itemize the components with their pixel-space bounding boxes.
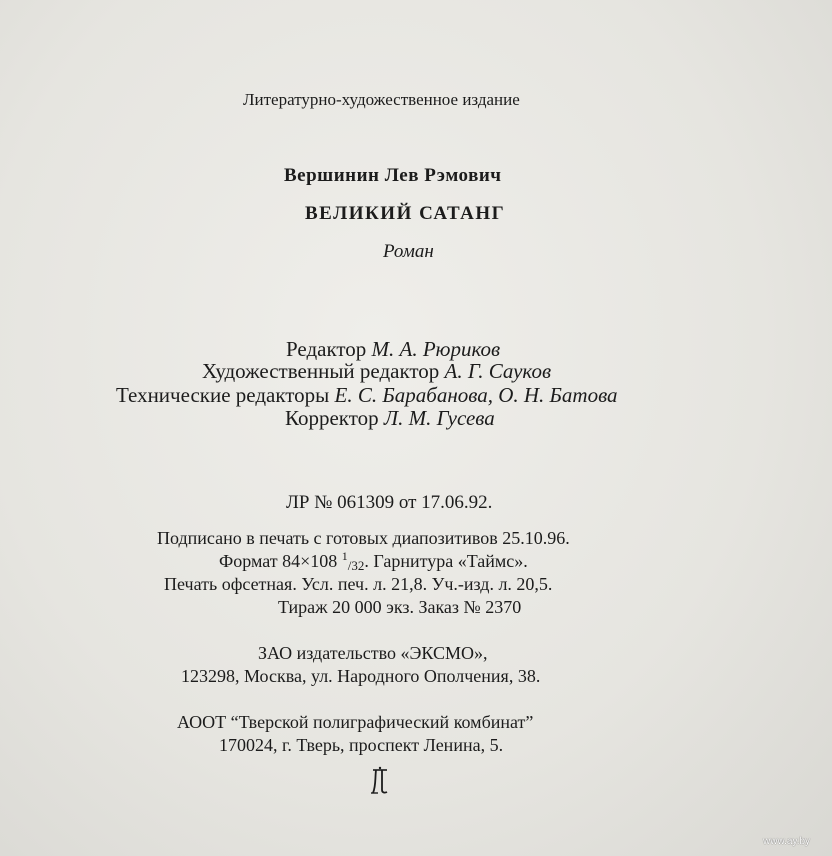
credit-name: Л. М. Гусева — [383, 406, 495, 430]
credit-name: Е. С. Барабанова, О. Н. Батова — [334, 383, 618, 407]
format-prefix: Формат 84×108 — [219, 551, 338, 571]
publisher-address: 123298, Москва, ул. Народного Ополчения, 38. — [181, 666, 541, 686]
format-numerator: 1 — [341, 549, 348, 563]
format-line — [219, 551, 528, 572]
credit-role: Художественный редактор — [202, 359, 440, 383]
genre-label: Литературно-художественное издание — [243, 90, 520, 109]
license-number: ЛР № 061309 от 17.06.92. — [286, 492, 493, 513]
credit-name: М. А. Рюриков — [371, 337, 501, 361]
printer-name: АООТ “Тверской полиграфический комбинат” — [177, 712, 534, 732]
printer-address: 170024, г. Тверь, проспект Ленина, 5. — [219, 735, 504, 755]
book-subtitle: Роман — [383, 241, 434, 262]
credit-line — [116, 383, 618, 408]
credit-role: Корректор — [285, 406, 379, 430]
printing-line: Печать офсетная. Усл. печ. л. 21,8. Уч.-изд. л. 20,5. — [164, 574, 553, 594]
book-title: ВЕЛИКИЙ САТАНГ — [305, 203, 506, 224]
format-denominator: /32 — [347, 558, 365, 573]
credit-role: Редактор — [286, 337, 367, 361]
credit-line — [202, 359, 551, 384]
credit-role: Технические редакторы — [116, 383, 330, 407]
format-suffix: . Гарнитура «Таймс». — [364, 551, 528, 571]
publisher-name: ЗАО издательство «ЭКСМО», — [258, 643, 488, 663]
author-name: Вершинин Лев Рэмович — [284, 165, 502, 186]
watermark: www.ay.by — [763, 836, 811, 847]
credit-name: А. Г. Сауков — [444, 359, 552, 383]
credit-line — [285, 406, 495, 431]
circulation-line: Тираж 20 000 экз. Заказ № 2370 — [278, 597, 522, 617]
printer-emblem-icon — [369, 766, 391, 796]
signed-to-print: Подписано в печать с готовых диапозитивов 25.10.96. — [157, 528, 570, 548]
